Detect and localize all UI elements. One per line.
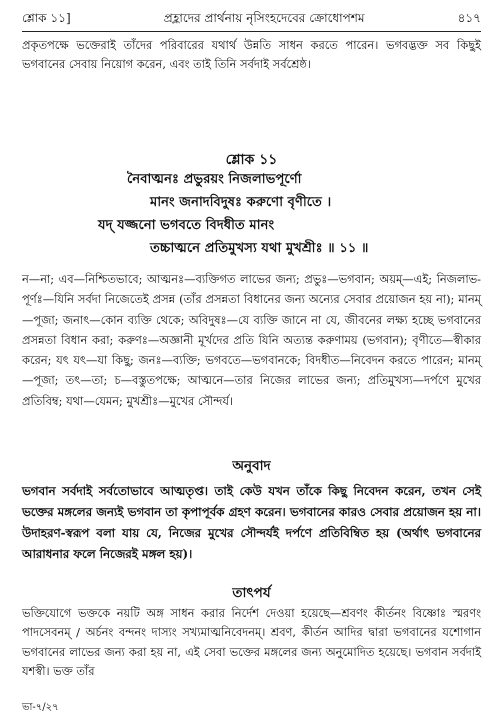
header-chapter-title: প্রহ্লাদের প্রার্থনায় নৃসিংহদেবের ক্রোধোপশম [163, 11, 365, 25]
header-rule [22, 31, 481, 32]
verse-title: শ্লোক ১১ [225, 152, 278, 168]
verse-line: মানং জনাদবিদুষঃ করুণো বৃণীতে । [150, 195, 332, 210]
header-verse-ref: শ্লোক ১১] [22, 11, 71, 25]
intro-paragraph: প্রকৃতপক্ষে ভক্তেরাই তাঁদের পরিবারের যথার্থ উন্নতি সাধন করতে পারেন। ভগবদ্ভক্ত সব কিছুই ভগবানের সেবায় নিয়োগ করেন, এবং তাই তিনি সর্বদাই সর্বশ্রেষ্ঠ। [22, 38, 481, 72]
verse-line: যদ্ যজ্জনো ভগবতে বিদধীত মানং [98, 218, 275, 233]
purport-title: তাৎপর্য [232, 585, 271, 601]
footer-signature: ভা-৭/২৭ [22, 702, 59, 713]
translation-paragraph: ভগবান সর্বদাই সর্বতোভাবে আত্মতৃপ্ত। তাই কেউ যখন তাঁকে কিছু নিবেদন করেন, তখন সেই ভক্তের মঙ্গলের জন্যই ভগবান তা কৃপাপূর্বক গ্রহণ করেন। ভগবানের কারও সেবার প্রয়োজন হয় না। উদাহরণ-স্বরূপ বলা যায় যে, নিজের মুখের সৌন্দর্যই দর্পণে প্রতিবিম্বিত হয় (অর্থাৎ ভগবানের আরাধনার ফলে নিজেরই মঙ্গল হয়)। [22, 484, 481, 561]
verse-block [0, 168, 503, 260]
purport-paragraph: ভক্তিযোগে ভক্তকে নয়টি অঙ্গ সাধন করার নির্দেশ দেওয়া হয়েছে—শ্রবণং কীর্তনং বিষ্ণোঃ স্মরণং পাদসেবনম্ / অর্চনং বন্দনং দাস্যং সখ্যমাত্মনিবেদনম্। শ্রবণ, কীর্তন আদির দ্বারা ভগবানের যশোগান ভগবানের লাভের জন্য করা হয় না, এই সেবা ভক্তের মঙ্গলের জন্য অনুমোদিত হয়েছে। ভগবান সর্বদাই যশস্বী। ভক্ত তাঁর [22, 606, 481, 679]
running-header [22, 10, 481, 30]
verse-line: নৈবাত্মনঃ প্রভুরয়ং নিজলাভপূর্ণো [127, 172, 302, 187]
page-number: ৪১৭ [457, 11, 481, 25]
verse-line: তচ্চাত্মনে প্রতিমুখস্য যথা মুখশ্রীঃ ॥ ১১ ॥ [150, 241, 369, 256]
synonyms-paragraph: ন—না; এব—নিশ্চিতভাবে; আত্মনঃ—ব্যক্তিগত লাভের জন্য; প্রভুঃ—ভগবান; অয়ম্—এই; নিজলাভ-পূর্ণঃ—যিনি সর্বদা নিজেতেই প্রসন্ন (তাঁর প্রসন্নতা বিধানের জন্য অন্যের সেবার প্রয়োজন হয় না); মানম্—পূজা; জনাৎ—কোন ব্যক্তি থেকে; অবিদুষঃ—যে ব্যক্তি জানে না যে, জীবনের লক্ষ্য হচ্ছে ভগবানের প্রসন্নতা বিধান করা; করুণঃ—অজ্ঞানী মূর্খদের প্রতি যিনি অত্যন্ত করুণাময় (ভগবান); বৃণীতে—স্বীকার করেন; যৎ যৎ—যা কিছু; জনঃ—ব্যক্তি; ভগবতে—ভগবানকে; বিদধীত—নিবেদন করতে পারেন; মানম্—পূজা; তৎ—তা; চ—বস্তুতপক্ষে; আত্মনে—তার নিজের লাভের জন্য; প্রতিমুখস্য—দর্পণে মুখের প্রতিবিম্ব; যথা—যেমন; মুখশ্রীঃ—মুখের সৌন্দর্য। [22, 272, 481, 408]
translation-title: অনুবাদ [232, 458, 271, 474]
